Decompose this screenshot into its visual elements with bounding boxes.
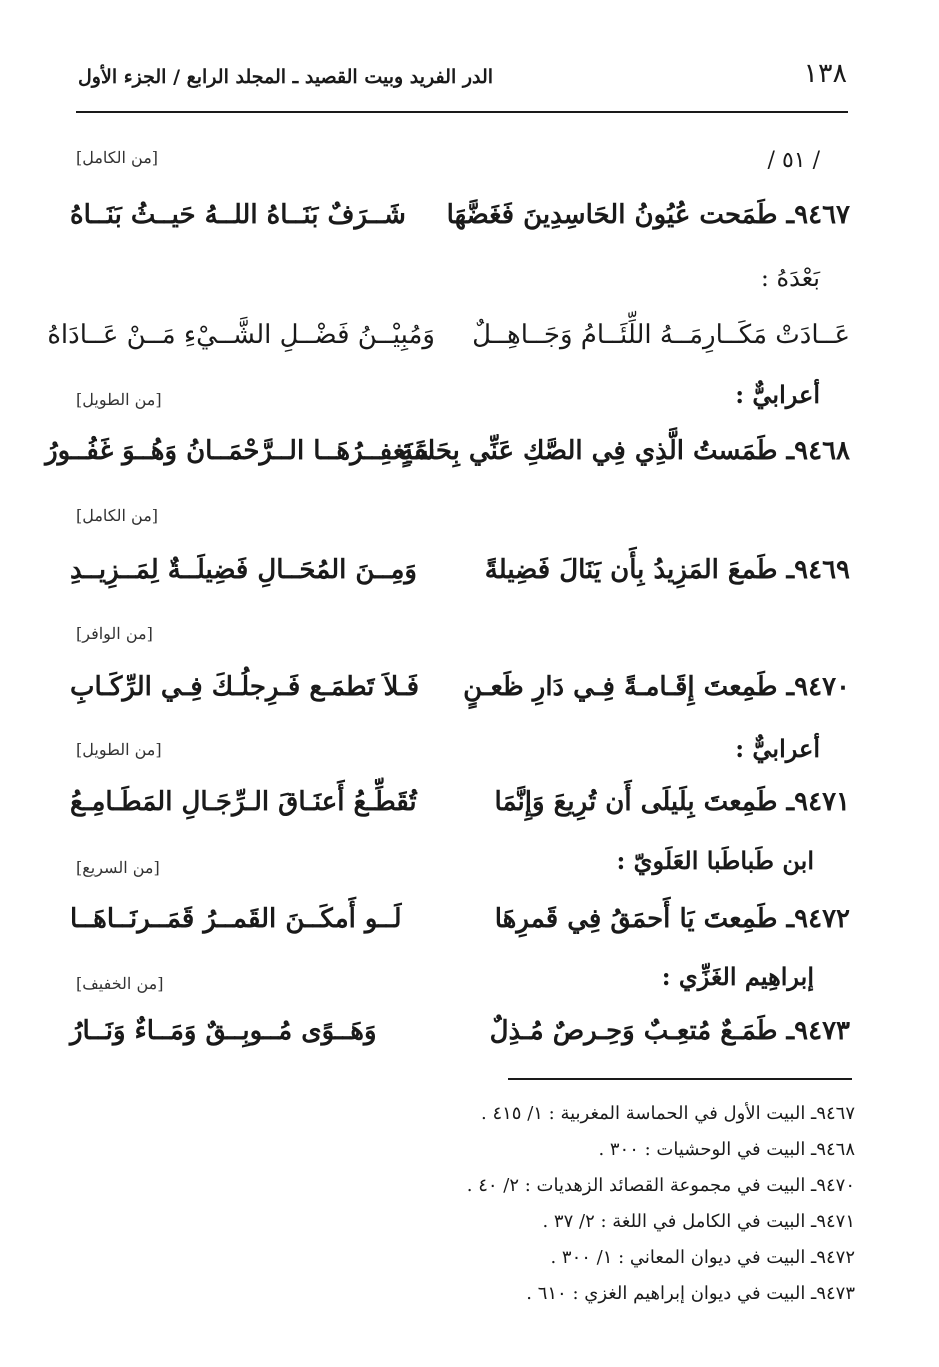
verse-9469 xyxy=(70,555,850,605)
label-row xyxy=(70,962,850,1022)
page-number: ١٣٨ xyxy=(803,58,847,89)
verse-hemistich-second: فَـلاَ تَطمَـع فَـرِجلُـكَ فِـي الرِّكَـابِ xyxy=(70,672,420,702)
verse-hemistich-second: وَمُبِيْــنُ فَضْــلِ الشَّــيْءِ مَــنْ عَــادَاهُ xyxy=(47,320,435,350)
poet-label: أعرابيٌّ : xyxy=(735,380,820,409)
verse-9471 xyxy=(70,787,850,837)
verse-hemistich-first: ٩٤٧٢ـ طَمِعتَ يَا أَحمَقُ فِي قَمرِهَا xyxy=(494,904,850,934)
verse-hemistich-first: ٩٤٦٩ـ طَمعَ المَزِيدُ بِأَن يَنَالَ فَضِيلةً xyxy=(484,555,850,585)
footnotes xyxy=(335,1096,855,1312)
poet-label: إبراهِيم الغَزِّي : xyxy=(661,962,814,991)
poet-label: ابن طَباطَبا العَلَويّ : xyxy=(616,846,814,875)
meter-label: [من الوافر] xyxy=(76,624,153,643)
running-header-title: الدر الفريد وبيت القصيد ـ المجلد الرابع / الجزء الأول xyxy=(78,66,494,88)
verse-hemistich-second: تُقَطِّـعُ أَعنَـاقَ الـرِّجَـالِ المَطَـامِـعُ xyxy=(70,787,417,817)
verse-hemistich-second: سَيَغفِــرُهَــا الــرَّحْمَــانُ وَهُــوَ غَفُــورُ xyxy=(45,436,435,466)
verse-hemistich-first: ٩٤٦٨ـ طَمَستُ الَّذِي فِي الصَّكِ عَنِّي بِحَلفَةٍ xyxy=(400,436,850,466)
verse-hemistich-second: وَهَــوًى مُــوبِــقٌ وَمَــاءٌ وَنَــارُ xyxy=(70,1016,377,1046)
verse-hemistich-first: ٩٤٧١ـ طَمِعتَ بِلَيلَى أَن تُرِيعَ وَإِنَّمَا xyxy=(494,787,850,817)
label-row xyxy=(70,264,850,324)
verse-9468 xyxy=(45,436,850,486)
meter-label: [من الطويل] xyxy=(76,390,162,409)
meter-label: [من الكامل] xyxy=(76,506,159,525)
label-row xyxy=(70,846,850,906)
poet-label: أعرابيٌّ : xyxy=(735,734,820,763)
verse-hemistich-second: وَمِــنَ المُحَــالِ فَضِيلَــةٌ لِمَــزِيــدِ xyxy=(70,555,417,585)
verse-9470 xyxy=(70,672,850,722)
verse-hemistich-first: ٩٤٧٠ـ طَمِعتَ إِقَـامـةً فِـي دَارِ ظَعـنٍ xyxy=(463,672,850,702)
verse-9467 xyxy=(70,200,850,250)
verse-hemistich-first: عَــادَتْ مَكَــارِمَــهُ اللِّئَــامُ وَجَــاهِــلٌ xyxy=(472,320,850,350)
section-reference: / ٥١ / xyxy=(767,148,820,173)
verse-after xyxy=(47,320,850,370)
meter-label: [من الطويل] xyxy=(76,740,162,759)
footnote: ٩٤٧١ـ البيت في الكامل في اللغة : ٢/ ٣٧ . xyxy=(542,1211,855,1232)
label-row xyxy=(70,734,850,794)
verse-hemistich-second: لَــو أَمكَــنَ القَمــرُ قَمَــرنَــاهَــا xyxy=(70,904,402,934)
verse-hemistich-second: شَــرَفٌ بَنَــاهُ اللــهُ حَيــثُ بَنَــاهُ xyxy=(70,200,406,230)
verse-hemistich-first: ٩٤٦٧ـ طَمَحت عُيُونُ الحَاسِدِينَ فَغَضَّهَا xyxy=(446,200,850,230)
footnote: ٩٤٦٧ـ البيت الأول في الحماسة المغربية : ١/ ٤١٥ . xyxy=(481,1103,855,1124)
footnote: ٩٤٧٣ـ البيت في ديوان إبراهيم الغزي : ٦١٠ . xyxy=(526,1283,855,1304)
meter-label: [من الخفيف] xyxy=(76,974,164,993)
footnote: ٩٤٧٢ـ البيت في ديوان المعاني : ١/ ٣٠٠ . xyxy=(550,1247,855,1268)
footnote: ٩٤٦٨ـ البيت في الوحشيات : ٣٠٠ . xyxy=(598,1139,855,1160)
meter-label: [من الكامل] xyxy=(76,148,159,167)
verse-intro-label: بَعْدَهُ : xyxy=(760,264,820,292)
verse-9473 xyxy=(70,1016,850,1066)
footnote-divider xyxy=(508,1078,852,1080)
label-row xyxy=(70,380,850,440)
footnote: ٩٤٧٠ـ البيت في مجموعة القصائد الزهديات : ٢/ ٤٠ . xyxy=(466,1175,855,1196)
verse-hemistich-first: ٩٤٧٣ـ طَمَـعٌ مُتعِـبٌ وَحِـرصٌ مُـذِلٌ xyxy=(489,1016,850,1046)
meter-label: [من السريع] xyxy=(76,858,160,877)
section-ref-row xyxy=(70,148,850,208)
verse-9472 xyxy=(70,904,850,954)
header-divider xyxy=(76,111,848,113)
